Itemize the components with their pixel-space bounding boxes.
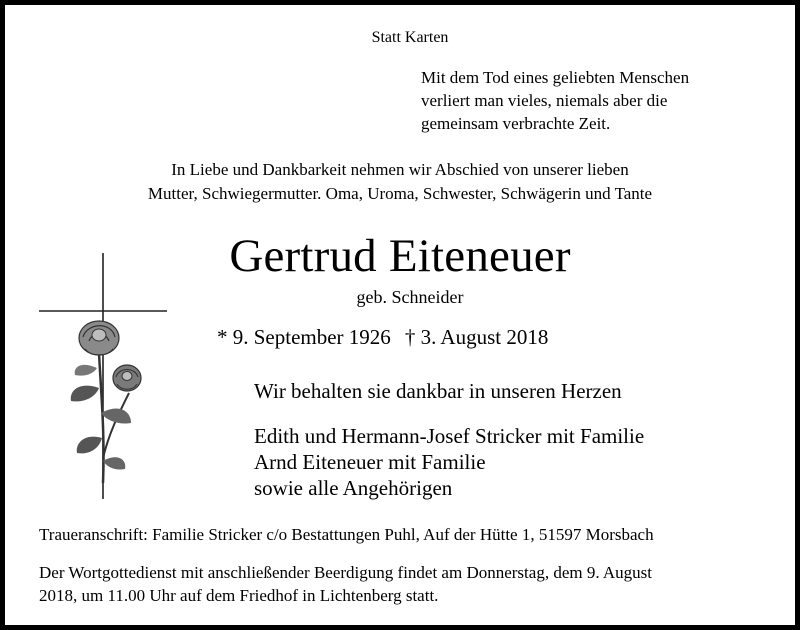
- service-line: 2018, um 11.00 Uhr auf dem Friedhof in Lichtenberg statt.: [39, 586, 439, 605]
- family-line: Edith und Hermann-Josef Stricker mit Familie: [254, 424, 645, 448]
- quote-line: Mit dem Tod eines geliebten Menschen: [421, 68, 690, 87]
- family-line: sowie alle Angehörigen: [254, 476, 453, 500]
- intro-line: In Liebe und Dankbarkeit nehmen wir Abschied von unserer lieben: [171, 160, 629, 179]
- maiden-name: geb. Schneider: [356, 287, 464, 307]
- service-info: [39, 561, 652, 607]
- header-text: Statt Karten: [371, 29, 449, 46]
- birth-date: * 9. September 1926: [217, 325, 391, 349]
- intro-text: [5, 158, 795, 206]
- quote-line: verliert man vieles, niemals aber die: [421, 91, 668, 110]
- intro-line: Mutter, Schwiegermutter. Oma, Uroma, Schwester, Schwägerin und Tante: [147, 184, 653, 203]
- motto-text: Wir behalten sie dankbar in unseren Herzen: [254, 379, 622, 403]
- quote-line: gemeinsam verbrachte Zeit.: [421, 114, 611, 133]
- family-line: Arnd Eiteneuer mit Familie: [254, 450, 486, 474]
- life-dates: [217, 327, 562, 348]
- cross-with-roses-icon: [39, 253, 171, 503]
- quote-block: [421, 66, 689, 135]
- deceased-name: Gertrud Eiteneuer: [229, 230, 571, 282]
- family-list: [254, 423, 644, 501]
- service-line: Der Wortgottedienst mit anschließender Beerdigung findet am Donnerstag, dem 9. August: [39, 563, 653, 582]
- mourning-address: Traueranschrift: Familie Stricker c/o Bestattungen Puhl, Auf der Hütte 1, 51597 Morsbach: [39, 525, 654, 544]
- death-date: † 3. August 2018: [404, 325, 549, 349]
